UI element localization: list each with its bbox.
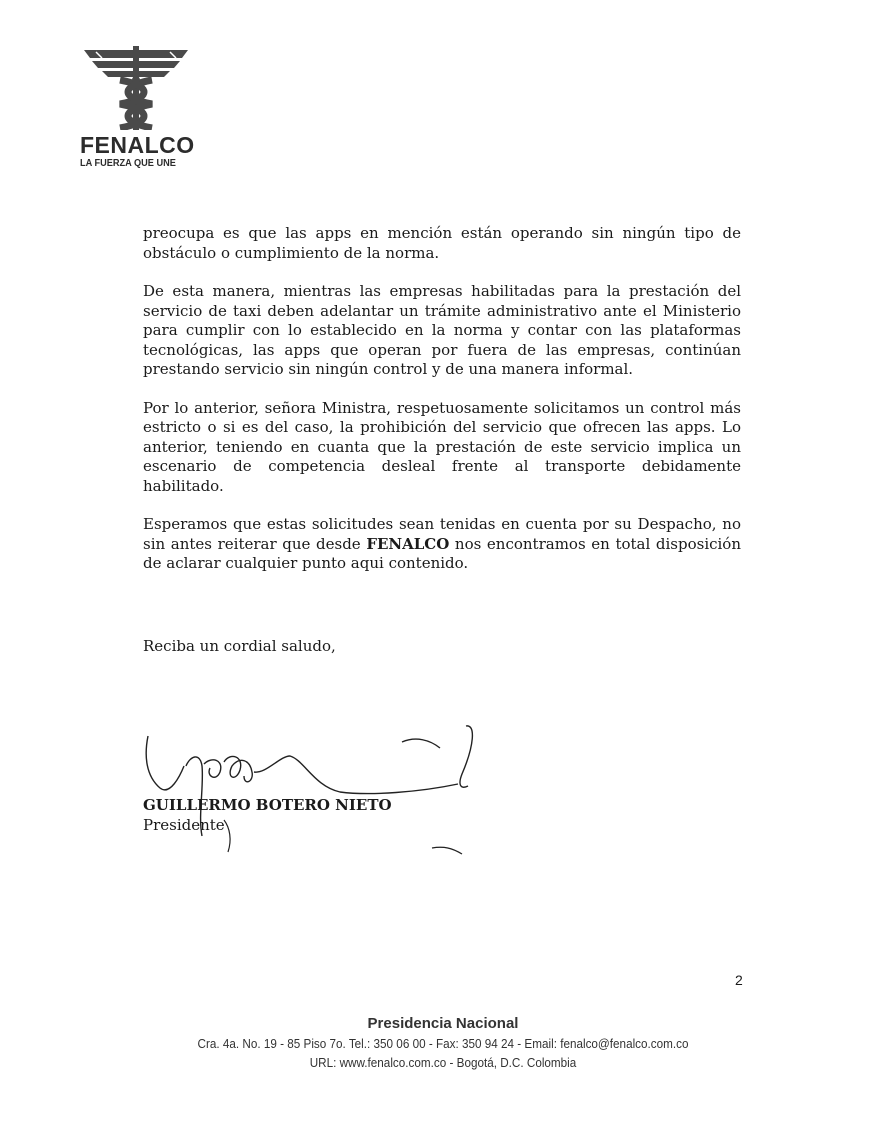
closing-salutation: Reciba un cordial saludo, [143, 637, 336, 655]
paragraph-4 [143, 515, 741, 574]
paragraph-4-bold: FENALCO [366, 534, 450, 553]
footer-address: Cra. 4a. No. 19 - 85 Piso 7o. Tel.: 350 06 00 - Fax: 350 94 24 - Email: fenalco@fenalco.com.co [197, 1036, 689, 1051]
paragraph-4-text-a: Esperamos que estas solicitudes sean tenidas en cuenta por su Despacho, no sin antes reiterar que desde [143, 515, 741, 553]
paragraph-1: preocupa es que las apps en mención están operando sin ningún tipo de obstáculo o cumplimiento de la norma. [143, 224, 741, 262]
signatory-name: GUILLERMO BOTERO NIETO [143, 796, 392, 814]
brand-tagline: LA FUERZA QUE UNE [80, 158, 176, 169]
handwritten-signature [140, 716, 500, 866]
signatory-role: Presidente [143, 816, 225, 834]
footer [0, 1014, 886, 1072]
footer-url: URL: www.fenalco.com.co - Bogotá, D.C. Colombia [309, 1055, 577, 1070]
fenalco-logo [80, 46, 195, 170]
fenalco-emblem-icon [82, 46, 190, 130]
brand-name: FENALCO [80, 132, 195, 158]
letter-body [143, 224, 741, 574]
paragraph-2: De esta manera, mientras las empresas habilitadas para la prestación del servicio de taxi deben adelantar un trámite administrativo ante el Ministerio para cumplir con lo establecido en la norma y contar con las plataformas tecnológicas, las apps que operan por fuera de las empresas, continúan prestando servicio sin ningún control y de una manera informal. [143, 282, 741, 378]
page-number: 2 [735, 972, 743, 988]
paragraph-4-text-b: nos encontramos en total disposición de aclarar cualquier punto aqui contenido. [143, 534, 742, 572]
paragraph-3: Por lo anterior, señora Ministra, respetuosamente solicitamos un control más estricto o si es del caso, la prohibición del servicio que ofrecen las apps. Lo anterior, teniendo en cuanta que la prestación de este servicio implica un escenario de competencia desleal frente al transporte debidamente habilitado. [143, 398, 741, 495]
footer-title: Presidencia Nacional [367, 1015, 519, 1032]
